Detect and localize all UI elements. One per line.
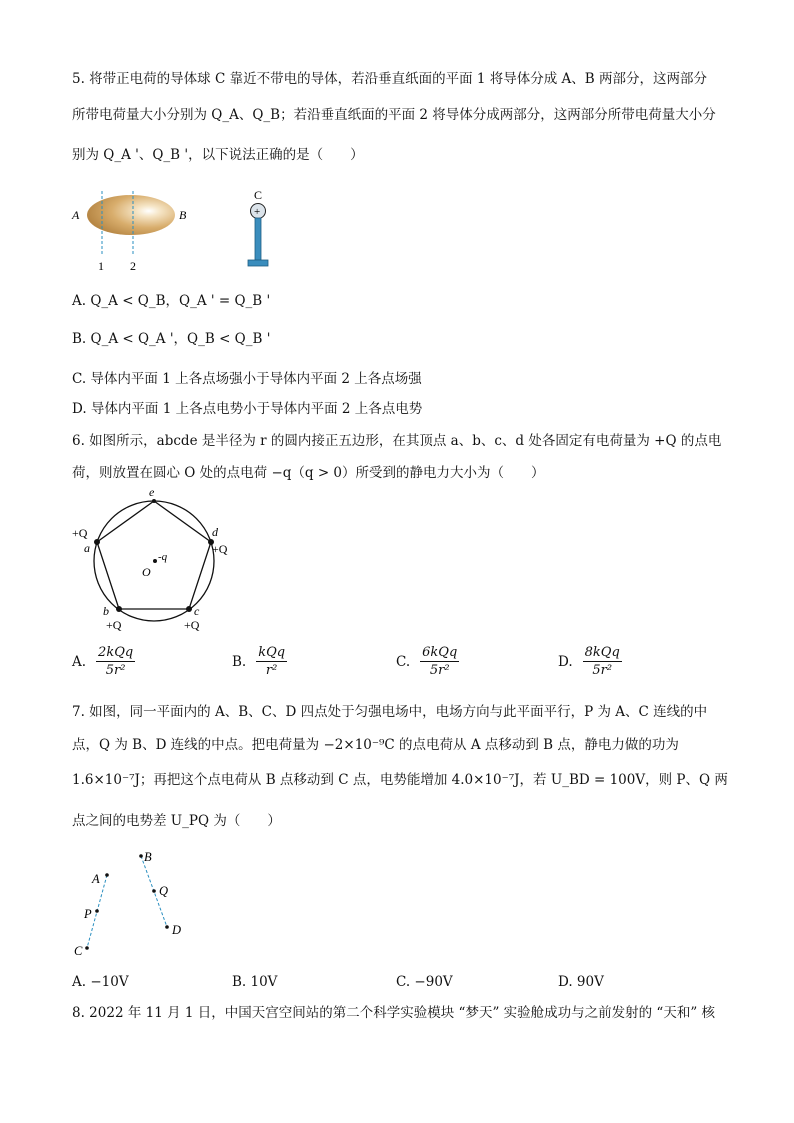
vertex-e	[152, 499, 156, 503]
label-c: c	[194, 604, 200, 618]
q6-option-b-fraction	[256, 645, 287, 678]
q6-option-d-label: D.	[558, 653, 573, 670]
q5-stem-line1: 5. 将带正电荷的导体球 C 靠近不带电的导体，若沿垂直纸面的平面 1 将导体分成 A、B 两部分，这两部分	[72, 71, 708, 87]
point-Q	[152, 889, 156, 893]
label-Qd: +Q	[212, 542, 228, 556]
label-e: e	[149, 485, 155, 499]
label-C: C	[74, 944, 83, 958]
q5-option-d[interactable]: D. 导体内平面 1 上各点电势小于导体内平面 2 上各点电势	[72, 401, 423, 417]
q6-option-c-label: C.	[396, 653, 411, 670]
q7-stem-line1: 7. 如图，同一平面内的 A、B、C、D 四点处于匀强电场中，电场方向与此平面平行，P 为 A、C 连线的中	[72, 704, 708, 720]
q5-figure	[70, 186, 290, 276]
q7-option-b[interactable]: B. 10V	[232, 974, 278, 990]
q5-stem-line2: 所带电荷量大小分别为 Q_A、Q_B；若沿垂直纸面的平面 2 将导体分成两部分，这两部分所带电荷量大小分	[72, 107, 716, 123]
q6-option-a-num: 2kQq	[98, 645, 134, 660]
vertex-a	[94, 539, 100, 545]
q7-option-a[interactable]: A. −10V	[72, 974, 129, 990]
q5-option-a[interactable]: A. Q_A < Q_B，Q_A ' = Q_B '	[72, 293, 271, 309]
label-B: B	[144, 850, 152, 864]
q6-stem-line2: 荷，则放置在圆心 O 处的点电荷 −q（q > 0）所受到的静电力大小为（ ）	[72, 465, 545, 481]
q6-option-c-fraction	[420, 645, 459, 678]
conductor-ellipse	[87, 195, 175, 235]
q6-figure	[70, 484, 250, 634]
label-O: O	[142, 565, 151, 579]
vertex-b	[116, 606, 122, 612]
q6-option-b-den: r²	[265, 663, 278, 678]
label-minus-q: -q	[158, 551, 168, 563]
q7-stem-line3: 1.6×10⁻⁷J；再把这个点电荷从 B 点移动到 C 点，电势能增加 4.0×10⁻⁷J，若 U_BD = 100V，则 P、Q 两	[72, 772, 728, 788]
q6-option-a-fraction	[96, 645, 135, 678]
point-B	[139, 854, 143, 858]
q6-option-b-label: B.	[232, 653, 247, 670]
q6-option-b[interactable]	[232, 645, 287, 678]
q6-option-c[interactable]	[396, 645, 459, 678]
label-D: D	[172, 923, 182, 937]
q5-option-b[interactable]: B. Q_A < Q_A '，Q_B < Q_B '	[72, 331, 271, 347]
q7-option-c[interactable]: C. −90V	[396, 974, 453, 990]
center-O	[153, 559, 157, 563]
plus-sign: +	[254, 206, 261, 218]
pentagon	[97, 501, 211, 609]
point-D	[165, 925, 169, 929]
q6-stem-line1: 6. 如图所示，abcde 是半径为 r 的圆内接正五边形，在其顶点 a、b、c、d 处各固定有电荷量为 +Q 的点电	[72, 433, 722, 449]
label-Q: Q	[159, 884, 169, 898]
insulating-stand	[255, 218, 261, 260]
label-plane2: 2	[130, 259, 136, 273]
q7-figure	[70, 845, 210, 960]
label-Qb: +Q	[106, 618, 122, 632]
q6-option-d-den: 5r²	[592, 663, 613, 678]
stand-base	[248, 260, 268, 266]
q6-option-d-num: 8kQq	[584, 645, 620, 660]
q7-stem-line4: 点之间的电势差 U_PQ 为（ ）	[72, 813, 281, 829]
label-A: A	[72, 208, 80, 222]
label-C: C	[254, 188, 263, 202]
q6-option-a-den: 5r²	[105, 663, 126, 678]
label-Qa: +Q	[72, 526, 88, 540]
q6-option-a-label: A.	[72, 653, 87, 670]
point-P	[95, 909, 99, 913]
q6-option-b-num: kQq	[258, 645, 286, 660]
q5-option-c[interactable]: C. 导体内平面 1 上各点场强小于导体内平面 2 上各点场强	[72, 371, 422, 387]
q5-stem-line3: 别为 Q_A '、Q_B '，以下说法正确的是（ ）	[72, 147, 364, 163]
label-plane1: 1	[98, 259, 104, 273]
q8-stem-line1: 8. 2022 年 11 月 1 日，中国天宫空间站的第二个科学实验模块 “梦天” 实验舱成功与之前发射的 “天和” 核	[72, 1005, 716, 1021]
label-P: P	[84, 907, 92, 921]
point-C	[85, 946, 89, 950]
q6-option-c-num: 6kQq	[422, 645, 458, 660]
label-a: a	[84, 541, 90, 555]
q7-stem-line2: 点，Q 为 B、D 连线的中点。把电荷量为 −2×10⁻⁹C 的点电荷从 A 点移动到 B 点，静电力做的功为	[72, 737, 679, 753]
label-A: A	[92, 872, 100, 886]
label-b: b	[103, 604, 109, 618]
q6-option-a[interactable]	[72, 645, 135, 678]
label-d: d	[212, 525, 218, 539]
q6-option-d[interactable]	[558, 645, 622, 678]
label-B: B	[179, 208, 187, 222]
vertex-c	[186, 606, 192, 612]
q7-option-d[interactable]: D. 90V	[558, 974, 604, 990]
q6-option-d-fraction	[583, 645, 622, 678]
label-Qc: +Q	[184, 618, 200, 632]
q6-option-c-den: 5r²	[429, 663, 450, 678]
point-A	[105, 873, 109, 877]
